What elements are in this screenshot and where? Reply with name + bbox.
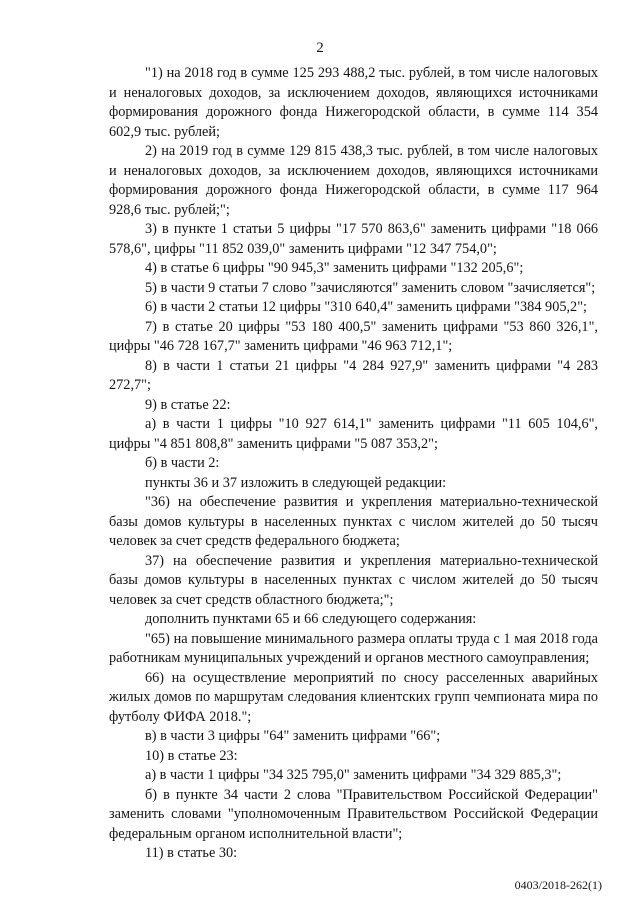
paragraph-18: в) в части 3 цифры "64" заменить цифрами "66"; [145, 728, 441, 744]
document-body [109, 64, 598, 864]
paragraph-3: 3) в пункте 1 статьи 5 цифры "17 570 863,6" заменить цифрами "18 066 578,6", цифры "11 852 039,0" заменить цифрами "12 347 754,0"; [109, 221, 598, 257]
paragraph-17: 66) на осуществление мероприятий по сносу расселенных аварийных жилых домов по маршрутам следования клиентских групп чемпионата мира по футболу ФИФА 2018."; [109, 669, 598, 725]
page-number: 2 [316, 40, 324, 56]
paragraph-22: 11) в статье 30: [145, 845, 238, 861]
paragraph-14: 37) на обеспечение развития и укрепления материально-технической базы домов культуры в населенных пунктах с числом жителей до 50 тысяч человек за счет средств областного бюджета;"; [109, 552, 598, 608]
paragraph-5: 5) в части 9 статьи 7 слово "зачисляются" заменить словом "зачисляется"; [145, 279, 596, 296]
paragraph-11: б) в части 2: [145, 455, 220, 471]
paragraph-7: 7) в статье 20 цифры "53 180 400,5" заменить цифрами "53 860 326,1", цифры "46 728 167,7" заменить цифрами "46 963 712,1"; [109, 318, 598, 354]
paragraph-2: 2) на 2019 год в сумме 129 815 438,3 тыс. рублей, в том числе налоговых и неналоговых доходов, за исключением доходов, являющихся источниками формирования дорожного фонда Нижегородской области, в сумме 117 964 928,6 тыс. рублей;"; [109, 143, 598, 218]
paragraph-20: а) в части 1 цифры "34 325 795,0" заменить цифрами "34 329 885,3"; [145, 767, 562, 783]
document-code: 0403/2018-262(1) [514, 878, 602, 892]
paragraph-6: 6) в части 2 статьи 12 цифры "310 640,4" заменить цифрами "384 905,2"; [145, 299, 588, 315]
paragraph-13: "36) на обеспечение развития и укрепления материально-технической базы домов культуры в населенных пунктах с числом жителей до 50 тысяч человек за счет средств федерального бюджета; [109, 494, 598, 549]
paragraph-12: пункты 36 и 37 изложить в следующей редакции: [145, 474, 447, 491]
paragraph-16: "65) на повышение минимального размера оплаты труда с 1 мая 2018 года работникам муниципальных учреждений и органов местного самоуправления; [109, 630, 598, 666]
paragraph-21: б) в пункте 34 части 2 слова "Правительством Российской Федерации" заменить словами "уполномоченным Правительством Российской Федерации федеральным органом исполнительной власти"; [109, 786, 598, 842]
paragraph-1: "1) на 2018 год в сумме 125 293 488,2 тыс. рублей, в том числе налоговых и неналоговых доходов, за исключением доходов, являющихся источниками формирования дорожного фонда Нижегородской области, в сумме 114 354 602,9 тыс. рублей; [109, 65, 598, 140]
paragraph-8: 8) в части 1 статьи 21 цифры "4 284 927,9" заменить цифрами "4 283 272,7"; [109, 357, 598, 393]
paragraph-15: дополнить пунктами 65 и 66 следующего содержания: [145, 611, 477, 627]
paragraph-10: а) в части 1 цифры "10 927 614,1" заменить цифрами "11 605 104,6", цифры "4 851 808,8" заменить цифрами "5 087 353,2"; [109, 416, 598, 452]
paragraph-4: 4) в статье 6 цифры "90 945,3" заменить цифрами "132 205,6"; [145, 260, 524, 276]
paragraph-9: 9) в статье 22: [145, 396, 231, 413]
paragraph-19: 10) в статье 23: [145, 747, 238, 764]
